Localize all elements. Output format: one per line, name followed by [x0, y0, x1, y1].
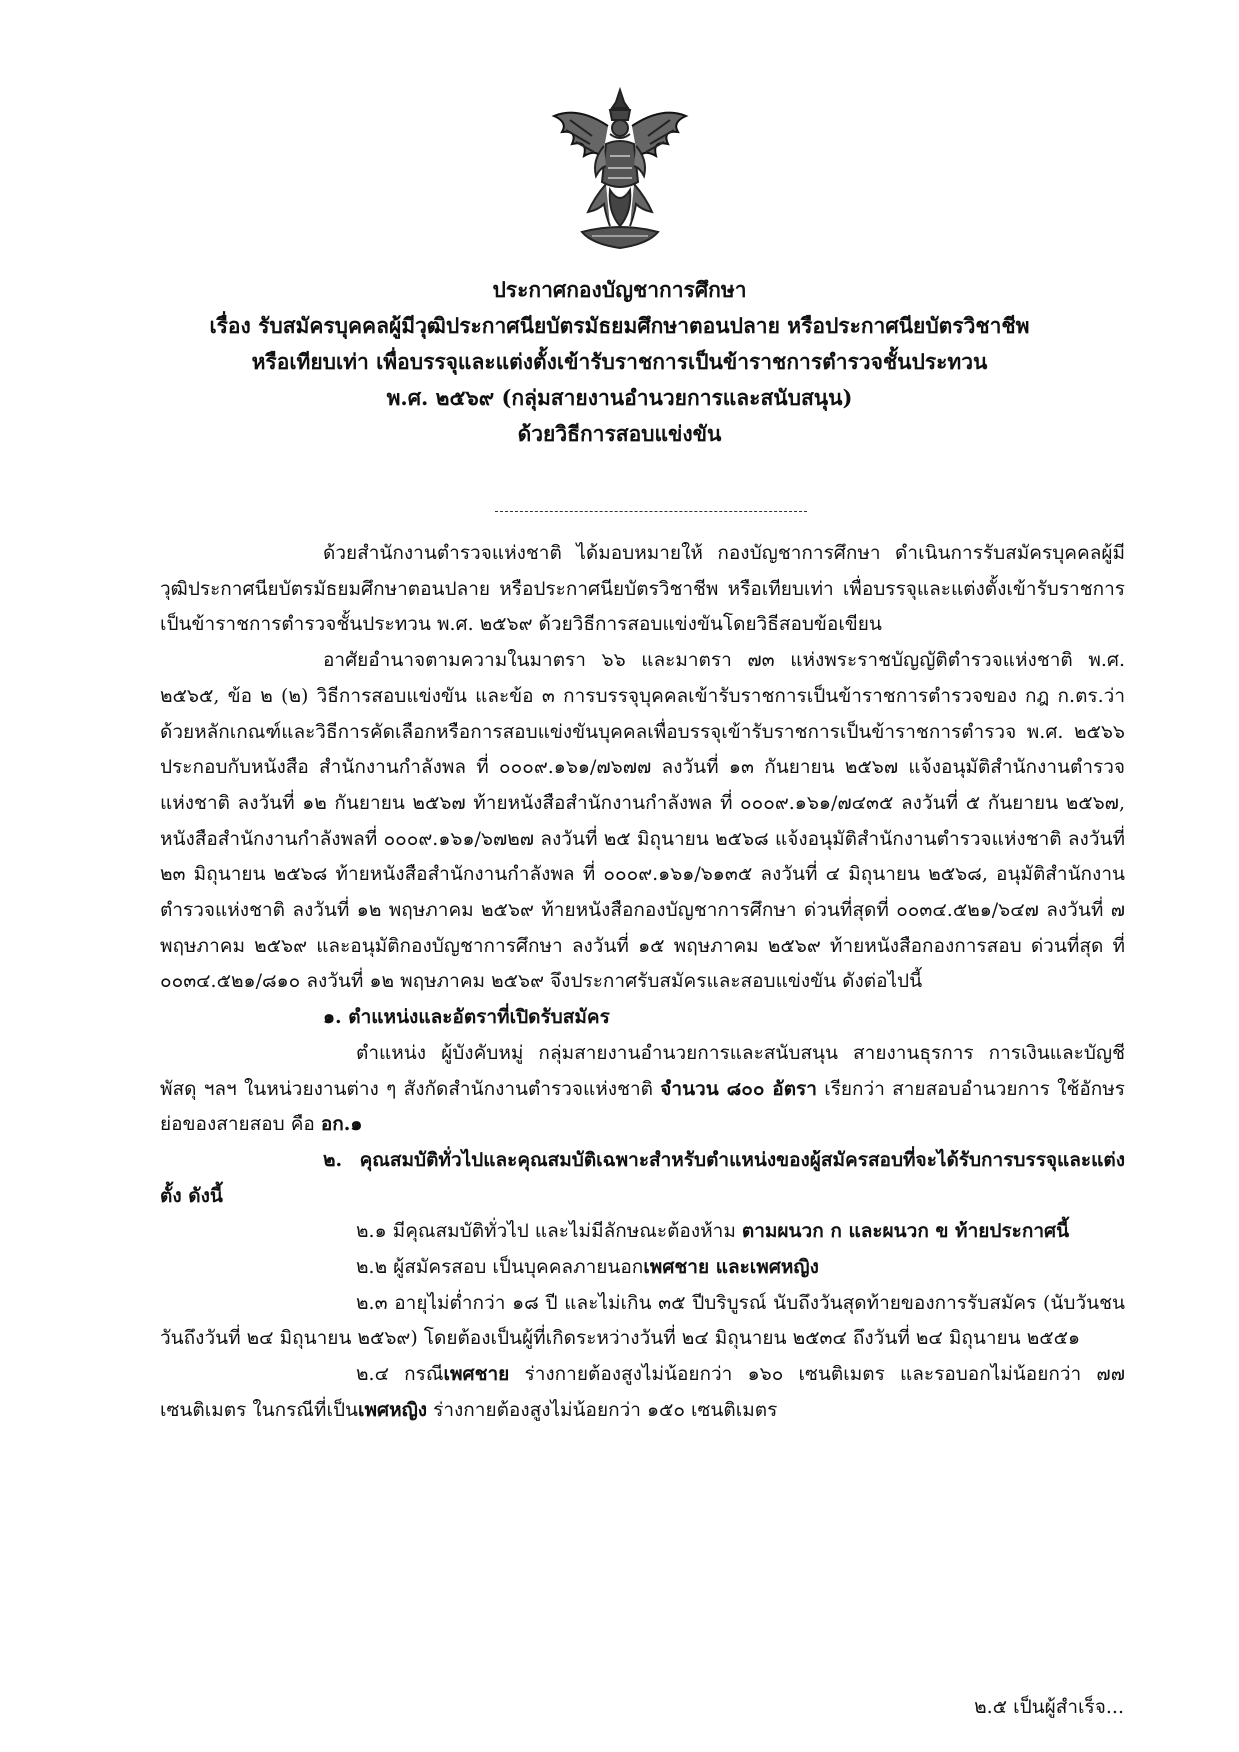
section-1-paragraph: [160, 1036, 1125, 1143]
section-2-heading: [160, 1143, 1125, 1214]
subject-line-2: หรือเทียบเท่า เพื่อบรรจุและแต่งตั้งเข้ารับราชการเป็นข้าราชการตำรวจชั้นประทวน: [251, 349, 988, 374]
intro-paragraph: ด้วยสำนักงานตำรวจแห่งชาติ ได้มอบหมายให้ กองบัญชาการศึกษา ดำเนินการรับสมัครบุคคลผู้มีวุฒิประกาศนียบัตรมัธยมศึกษาตอนปลาย หรือประกาศนียบัตรวิชาชีพ หรือเทียบเท่า เพื่อบรรจุและแต่งตั้งเข้ารับราชการเป็นข้าราชการตำรวจชั้นประทวน พ.ศ. ๒๕๖๙ ด้วยวิธีการสอบแข่งขันโดยวิธีสอบข้อเขียน: [160, 542, 1125, 636]
section-1-text-b: เรียกว่า สายสอบอำนวยการ ใช้อักษรย่อของสายสอบ คือ: [160, 1077, 1125, 1136]
section-2-4-male: เพศชาย: [443, 1363, 510, 1386]
section-2-3: ๒.๓ อายุไม่ต่ำกว่า ๑๘ ปี และไม่เกิน ๓๕ ปีบริบูรณ์ นับถึงวันสุดท้ายของการรับสมัคร (นับวันชนวันถึงวันที่ ๒๔ มิถุนายน ๒๕๖๙) โดยต้องเป็นผู้ที่เกิดระหว่างวันที่ ๒๔ มิถุนายน ๒๕๓๔ ถึงวันที่ ๒๔ มิถุนายน ๒๕๕๑: [160, 1291, 1125, 1350]
document-body: [160, 536, 1125, 1429]
position-count: จำนวน ๘๐๐ อัตรา: [660, 1077, 817, 1100]
section-2-1-annex: ตามผนวก ก และผนวก ข ท้ายประกาศนี้: [741, 1220, 1070, 1243]
announcement-heading: ประกาศกองบัญชาการศึกษา: [492, 277, 747, 302]
exam-code: อก.๑: [320, 1113, 363, 1136]
authority-paragraph: อาศัยอำนาจตามความในมาตรา ๖๖ และมาตรา ๗๓ แห่งพระราชบัญญัติตำรวจแห่งชาติ พ.ศ. ๒๕๖๕, ข้อ ๒ (๒) วิธีการสอบแข่งขัน และข้อ ๓ การบรรจุบุคคลเข้ารับราชการเป็นข้าราชการตำรวจของ กฎ ก.ตร.ว่าด้วยหลักเกณฑ์และวิธีการคัดเลือกหรือการสอบแข่งขันบุคคลเพื่อบรรจุเข้ารับราชการเป็นข้าราชการตำรวจ พ.ศ. ๒๕๖๖ ประกอบกับหนังสือ สำนักงานกำลังพล ที่ ๐๐๐๙.๑๖๑/๗๖๗๗ ลงวันที่ ๑๓ กันยายน ๒๕๖๗ แจ้งอนุมัติสำนักงานตำรวจแห่งชาติ ลงวันที่ ๑๒ กันยายน ๒๕๖๗ ท้ายหนังสือสำนักงานกำลังพล ที่ ๐๐๐๙.๑๖๑/๗๔๓๕ ลงวันที่ ๕ กันยายน ๒๕๖๗, หนังสือสำนักงานกำลังพลที่ ๐๐๐๙.๑๖๑/๖๗๒๗ ลงวันที่ ๒๕ มิถุนายน ๒๕๖๘ แจ้งอนุมัติสำนักงานตำรวจแห่งชาติ ลงวันที่ ๒๓ มิถุนายน ๒๕๖๘ ท้ายหนังสือสำนักงานกำลังพล ที่ ๐๐๐๙.๑๖๑/๖๑๓๕ ลงวันที่ ๔ มิถุนายน ๒๕๖๘, อนุมัติสำนักงานตำรวจแห่งชาติ ลงวันที่ ๑๒ พฤษภาคม ๒๕๖๙ ท้ายหนังสือกองบัญชาการศึกษา ด่วนที่สุดที่ ๐๐๓๔.๕๒๑/๖๔๗ ลงวันที่ ๗ พฤษภาคม ๒๕๖๙ และอนุมัติกองบัญชาการศึกษา ลงวันที่ ๑๕ พฤษภาคม ๒๕๖๙ ท้ายหนังสือกองการสอบ ด่วนที่สุด ที่ ๐๐๓๔.๕๒๑/๘๑๐ ลงวันที่ ๑๒ พฤษภาคม ๒๕๖๙ จึงประกาศรับสมัครและสอบแข่งขัน ดังต่อไปนี้: [160, 649, 1125, 993]
continuation-marker: ๒.๕ เป็นผู้สำเร็จ...: [974, 1696, 1124, 1718]
section-1-text-a: ตำแหน่ง ผู้บังคับหมู่ กลุ่มสายงานอำนวยการและสนับสนุน สายงานธุรการ การเงินและบัญชี พัสดุ ฯลฯ ในหน่วยงานต่าง ๆ สังกัดสำนักงานตำรวจแห่งชาติ: [160, 1041, 1125, 1100]
section-1-heading-text: ๑. ตำแหน่งและอัตราที่เปิดรับสมัคร: [323, 1006, 610, 1029]
section-2-2-text: ๒.๒ ผู้สมัครสอบ เป็นบุคคลภายนอก: [356, 1256, 644, 1279]
section-1-heading: [160, 1000, 1125, 1036]
section-2-4-text-a: ๒.๔ กรณี: [356, 1363, 444, 1386]
section-2-heading-text: ๒. คุณสมบัติทั่วไปและคุณสมบัติเฉพาะสำหรับตำแหน่งของผู้สมัครสอบที่จะได้รับการบรรจุและแต่งตั้ง ดังนี้: [160, 1148, 1125, 1207]
heading-divider: [495, 511, 807, 512]
section-2-2: [160, 1250, 1125, 1286]
section-2-4-text-b: ร่างกายต้องสูงไม่น้อยกว่า ๑๖๐ เซนติเมตร และรอบอกไม่น้อยกว่า ๗๗ เซนติเมตร ในกรณีที่เป็น: [160, 1363, 1125, 1421]
subject-line-4: ด้วยวิธีการสอบแข่งขัน: [517, 421, 722, 446]
subject-line-1: เรื่อง รับสมัครบุคคลผู้มีวุฒิประกาศนียบัตรมัธยมศึกษาตอนปลาย หรือประกาศนียบัตรวิชาชีพ: [209, 313, 1030, 338]
section-2-1-text: ๒.๑ มีคุณสมบัติทั่วไป และไม่มีลักษณะต้องห้าม: [356, 1220, 742, 1243]
section-2-1: [160, 1214, 1125, 1250]
section-2-4-female: เพศหญิง: [358, 1398, 428, 1421]
section-2-4-text-c: ร่างกายต้องสูงไม่น้อยกว่า ๑๕๐ เซนติเมตร: [427, 1398, 778, 1421]
section-2-2-gender: เพศชาย และเพศหญิง: [643, 1256, 819, 1279]
garuda-emblem-icon: [548, 86, 692, 254]
subject-line-3: พ.ศ. ๒๕๖๙ (กลุ่มสายงานอำนวยการและสนับสนุน): [386, 385, 853, 410]
section-2-4: [160, 1357, 1125, 1428]
